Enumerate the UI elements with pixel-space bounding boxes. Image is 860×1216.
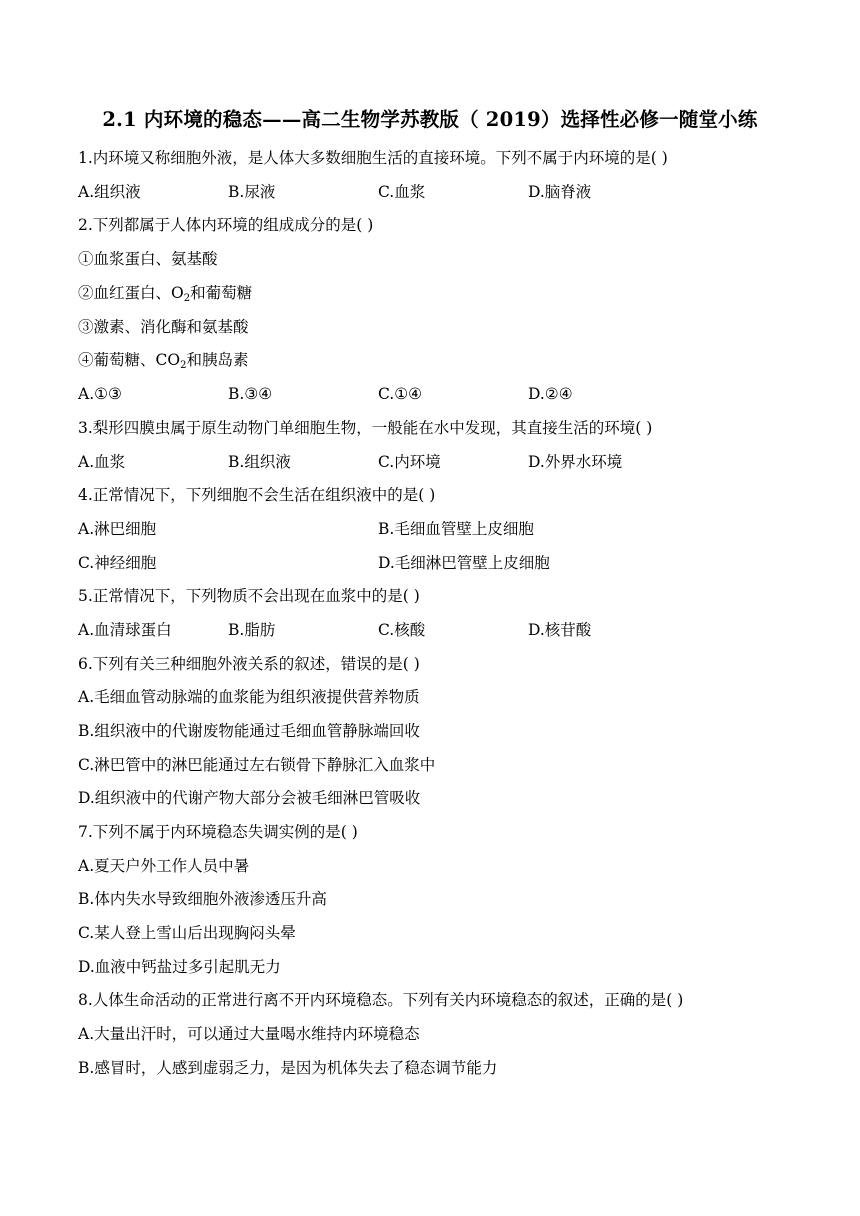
- q2-item-2: [78, 283, 252, 303]
- q2-option-d: D.②④: [528, 385, 573, 403]
- q2-item-4-subscript: 2: [180, 360, 187, 371]
- q4-option-d: D.毛细淋巴管壁上皮细胞: [378, 554, 550, 572]
- q2-option-c: C.①④: [378, 385, 423, 403]
- q4-option-a: A.淋巴细胞: [78, 520, 157, 538]
- q2-item-2-text: ②血红蛋白、O: [78, 284, 184, 302]
- question-2-stem: 2.下列都属于人体内环境的组成成分的是( ): [78, 216, 374, 234]
- q5-option-d: D.核苷酸: [528, 621, 592, 639]
- question-6-stem: 6.下列有关三种细胞外液关系的叙述，错误的是( ): [78, 655, 420, 673]
- q2-item-4-text-end: 和胰岛素: [186, 351, 249, 369]
- q6-option-b: B.组织液中的代谢废物能通过毛细血管静脉端回收: [78, 722, 420, 740]
- q7-option-b: B.体内失水导致细胞外液渗透压升高: [78, 890, 327, 908]
- question-7-stem: 7.下列不属于内环境稳态失调实例的是( ): [78, 823, 358, 841]
- q3-option-a: A.血浆: [78, 453, 126, 471]
- question-4-stem: 4.正常情况下，下列细胞不会生活在组织液中的是( ): [78, 486, 436, 504]
- q1-option-b: B.尿液: [228, 183, 276, 201]
- q7-option-c: C.某人登上雪山后出现胸闷头晕: [78, 924, 296, 942]
- q8-option-a: A.大量出汗时，可以通过大量喝水维持内环境稳态: [78, 1025, 420, 1043]
- q6-option-a: A.毛细血管动脉端的血浆能为组织液提供营养物质: [78, 688, 420, 706]
- question-8-stem: 8.人体生命活动的正常进行离不开内环境稳态。下列有关内环境稳态的叙述，正确的是( ): [78, 991, 684, 1009]
- q4-option-b: B.毛细血管壁上皮细胞: [378, 520, 534, 538]
- q2-item-4: [78, 350, 248, 370]
- q3-option-d: D.外界水环境: [528, 453, 623, 471]
- q2-item-2-subscript: 2: [183, 293, 191, 304]
- q6-option-c: C.淋巴管中的淋巴能通过左右锁骨下静脉汇入血浆中: [78, 756, 436, 774]
- q2-option-a: A.①③: [78, 385, 122, 403]
- q1-option-d: D.脑脊液: [528, 183, 592, 201]
- q2-item-1: ①血浆蛋白、氨基酸: [78, 250, 218, 268]
- q5-option-b: B.脂肪: [228, 621, 276, 639]
- q3-option-b: B.组织液: [228, 453, 291, 471]
- document-title: 2.1 内环境的稳态——高二生物学苏教版（ 2019）选择性必修一随堂小练: [102, 108, 758, 131]
- q7-option-d: D.血液中钙盐过多引起肌无力: [78, 958, 281, 976]
- q2-option-b: B.③④: [228, 385, 273, 403]
- question-3-stem: 3.梨形四膜虫属于原生动物门单细胞生物，一般能在水中发现，其直接生活的环境( ): [78, 419, 653, 437]
- q2-item-2-text-end: 和葡萄糖: [190, 284, 253, 302]
- q2-item-4-text: ④葡萄糖、CO: [78, 351, 181, 369]
- q4-option-c: C.神经细胞: [78, 554, 157, 572]
- question-5-stem: 5.正常情况下，下列物质不会出现在血浆中的是( ): [78, 587, 420, 605]
- q6-option-d: D.组织液中的代谢产物大部分会被毛细淋巴管吸收: [78, 789, 421, 807]
- q2-item-3: ③激素、消化酶和氨基酸: [78, 318, 249, 336]
- q3-option-c: C.内环境: [378, 453, 441, 471]
- q8-option-b: B.感冒时，人感到虚弱乏力，是因为机体失去了稳态调节能力: [78, 1059, 498, 1077]
- question-1-stem: 1.内环境又称细胞外液，是人体大多数细胞生活的直接环境。下列不属于内环境的是( ): [78, 149, 668, 167]
- q1-option-c: C.血浆: [378, 183, 426, 201]
- q1-option-a: A.组织液: [78, 183, 141, 201]
- q5-option-a: A.血清球蛋白: [78, 621, 172, 639]
- q5-option-c: C.核酸: [378, 621, 426, 639]
- q7-option-a: A.夏天户外工作人员中暑: [78, 857, 250, 875]
